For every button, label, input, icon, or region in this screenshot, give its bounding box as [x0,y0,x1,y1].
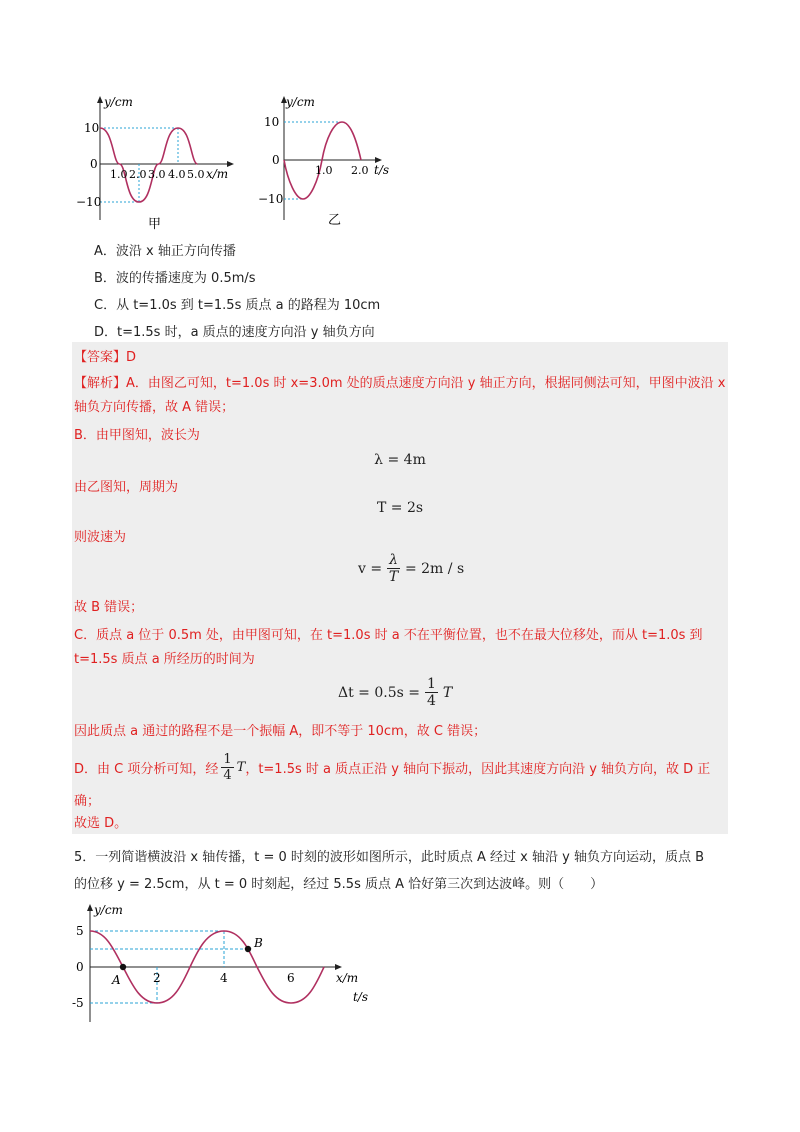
x-axis-label: x/m [206,167,229,181]
x-tick: 2.0 [351,164,369,177]
analysis-d-start: D．由 C 项分析可知，经 [74,762,219,777]
final-choice: 故选 D。 [74,816,128,831]
analysis-part-b: B．由甲图知，波长为 [74,428,200,443]
formula-delta-left: Δt = 0.5s = [338,684,420,701]
option-c: C．从 t=1.0s 到 t=1.5s 质点 a 的路程为 10cm [94,298,381,313]
x-tick: 1.0 [110,168,128,181]
y-tick: 0 [272,153,280,167]
option-b: B．波的传播速度为 0.5m/s [94,271,256,286]
answer-label: 【答案】D [74,350,137,365]
x-axis-label: t/s [374,163,390,177]
point-b-marker [245,946,251,952]
formula-delta-t [338,676,452,709]
x-tick: 6 [287,971,295,985]
analysis-part-c: C．质点 a 位于 0.5m 处，由甲图可知，在 t=1.0s 时 a 不在平衡位置，也不在最大位移处，而从 t=1.0s 到 t=1.5s 质点 a 所经历的时间为 [74,628,703,667]
x-tick: 4.0 [168,168,186,181]
denominator: T [388,569,399,585]
figure-q5-wave [68,900,368,1030]
y-axis-label: y/cm [286,95,315,109]
x-tick: 5.0 [187,168,205,181]
denominator: 4 [427,693,436,709]
analysis-speed-intro: 则波速为 [74,530,127,545]
y-tick: −10 [258,192,284,206]
point-b-label: B [254,936,263,950]
y-tick: 0 [90,157,98,171]
formula-speed-left: v = [358,560,383,577]
option-d: D．t=1.5s 时，a 质点的速度方向沿 y 轴负方向 [94,325,375,340]
formula-wavelength: λ = 4m [374,452,426,468]
point-a-label: A [112,973,121,987]
fraction [387,552,400,585]
x-tick: 2 [153,971,161,985]
fraction [221,752,233,783]
y-tick: 10 [84,121,100,135]
y-tick: −10 [76,195,102,209]
x-tick: 3.0 [148,168,166,181]
t-axis-label: t/s [352,990,368,1004]
y-tick: 5 [76,924,84,938]
x-tick: 1.0 [315,164,333,177]
formula-speed [358,552,464,585]
figure-caption: 乙 [328,213,342,228]
x-tick: 4 [220,971,228,985]
formula-period: T = 2s [376,500,424,516]
analysis-d-rest: ，t=1.5s 时 a 质点正沿 y 轴向下振动，因此其速度方向沿 y 轴负方向，故 D 正 [245,762,711,777]
analysis-b-conclusion: 故 B 错误； [74,600,144,615]
analysis-period-intro: 由乙图知，周期为 [74,480,179,495]
y-tick: -5 [72,996,84,1010]
formula-delta-right: T [442,684,453,701]
analysis-part-a [74,372,726,420]
wave-curve [100,128,198,202]
fraction [425,676,438,709]
y-axis-label: y/cm [104,95,133,109]
y-tick: 0 [76,960,84,974]
period-symbol: T [236,760,246,775]
question5-line1: 5．一列简谐横波沿 x 轴传播，t = 0 时刻的波形如图所示，此时质点 A 经过 x 轴沿 y 轴负方向运动，质点 B [74,850,705,865]
point-a-marker [120,964,126,970]
denominator: 4 [223,768,232,783]
y-axis-label: y/cm [94,903,123,917]
analysis-part-d [74,752,726,783]
option-a: A．波沿 x 轴正方向传播 [94,244,236,259]
analysis-tag: 【解析】 [74,376,127,391]
figure-jia-wave [60,92,240,232]
figure-caption: 甲 [148,217,162,232]
formula-speed-right: = 2m / s [404,560,465,577]
x-axis-label: x/m [336,971,359,985]
figure-yi-vibration [258,92,398,232]
analysis-d-end: 确； [74,794,101,809]
numerator: 1 [223,752,232,767]
analysis-text-a: A．由图乙可知，t=1.0s 时 x=3.0m 处的质点速度方向沿 y 轴正方向，根据同侧法可知，甲图中波沿 x 轴负方向传播，故 A 错误； [74,376,726,415]
numerator: λ [389,552,398,568]
numerator: 1 [427,676,436,692]
y-tick: 10 [264,115,280,129]
x-tick: 2.0 [129,168,147,181]
analysis-c-conclusion: 因此质点 a 通过的路程不是一个振幅 A，即不等于 10cm，故 C 错误； [74,724,487,739]
question5-line2: 的位移 y = 2.5cm，从 t = 0 时刻起，经过 5.5s 质点 A 恰好第三次到达波峰。则（ ） [74,877,604,892]
